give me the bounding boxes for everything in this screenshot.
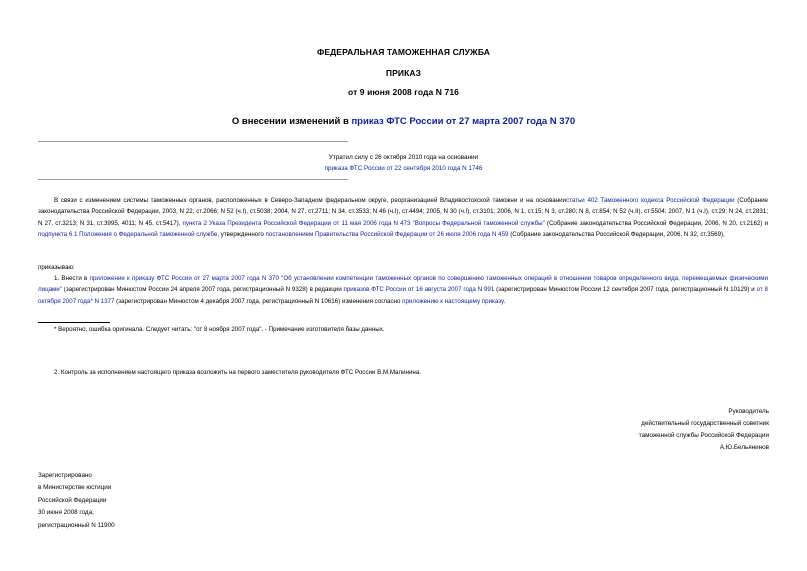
signature-line: Руководитель bbox=[728, 408, 769, 415]
item-1-paragraph bbox=[38, 273, 768, 307]
registration-line: Зарегистрировано bbox=[38, 472, 92, 479]
preamble-text-2: (Собрание законодательства Российской Федерации, 2003, N 22, ст.2066; N 52 (ч.I), ст.5038; 2004, N 27, ст.2711; N 34, ст.3533; N 46 (ч.I), ст.4494; 2005, N 30 (ч.I), ст.3101; 2006, N 1, ст.15; N 3, ст.280; N 8, ст.854; N 52 (ч.II), ст.5504; 2007, N 1 (ч.I), ст.29; N 24, ст.2831; N 27, ст.3213; N 31, ст.3995, 4011; N 45, ст.5417), bbox=[38, 197, 768, 227]
preamble-link-resolution[interactable]: постановлением Правительства Российской Федерации от 26 июля 2006 года N 459 bbox=[265, 230, 509, 238]
status-note-text: Утратил силу с 26 октября 2010 года на основании bbox=[328, 154, 479, 161]
item1-link-appendix[interactable]: приложение к приказу ФТС России от 27 марта 2007 года N 370 "Об установлении компетенции таможенных органов по совершению таможенных операций в отношении товаров определенного вида, перемещаемых физическими лицами" bbox=[38, 275, 768, 294]
signature-line: действительный государственный советник bbox=[641, 420, 769, 427]
item1-text-1: 1. Внести в bbox=[54, 275, 90, 282]
doc-type-heading: ПРИКАЗ bbox=[385, 68, 422, 78]
registration-line: 30 июня 2008 года, bbox=[38, 509, 94, 517]
item1-link-order-1377[interactable]: от 8 октября 2007 года* N 1377 bbox=[38, 286, 768, 305]
item1-text-2: (зарегистрирован Минюстом России 24 апреля 2007 года, регистрационный N 9328) в редакции bbox=[61, 286, 344, 294]
date-number-heading: от 9 июня 2008 года N 716 bbox=[348, 87, 459, 97]
agency-heading: ФЕДЕРАЛЬНАЯ ТАМОЖЕННАЯ СЛУЖБА bbox=[317, 47, 490, 57]
footnote-divider bbox=[38, 322, 110, 323]
footnote: * Вероятно, ошибка оригинала. Следует читать: "от 8 ноября 2007 года". - Примечание изготовителя базы данных. bbox=[54, 326, 385, 333]
registration-block bbox=[38, 470, 115, 532]
registration-line: регистрационный N 11900 bbox=[38, 521, 115, 529]
item-2-paragraph bbox=[38, 367, 768, 378]
signature-name: А.Ю.Бельянинов bbox=[719, 444, 769, 451]
signature-block bbox=[639, 406, 769, 454]
registration-line: Российской Федерации bbox=[38, 496, 107, 504]
status-note-link[interactable]: приказа ФТС России от 22 сентября 2010 года N 1746 bbox=[324, 165, 483, 172]
preamble-text-4: , утвержденного bbox=[217, 230, 266, 238]
item1-link-order-991[interactable]: приказов ФТС России от 16 августа 2007 года N 991 bbox=[343, 286, 495, 294]
registration-line: в Министерстве юстиции bbox=[38, 484, 112, 492]
preamble-text-1: В связи с изменением системы таможенных органов, расположенных в Северо-Западном федеральном округе, реорганизацией Владивостокской таможни и на основании bbox=[54, 197, 567, 204]
title-prefix: О внесении изменений в bbox=[231, 116, 352, 127]
item2-text: 2. Контроль за исполнением настоящего приказа возложить на первого заместителя руководителя ФТС России В.М.Малинина. bbox=[54, 369, 422, 376]
preamble-paragraph bbox=[38, 195, 768, 240]
divider-bottom bbox=[38, 179, 348, 180]
preamble-link-decree[interactable]: пункта 2 Указа Президента Российской Федерации от 11 мая 2006 года N 473 "Вопросы Федеральной таможенной службы" bbox=[182, 219, 545, 227]
status-note bbox=[0, 152, 807, 174]
preamble-link-regulation[interactable]: подпункта 6.1 Положения о Федеральной таможенной службе bbox=[38, 230, 218, 238]
item1-text-3: (зарегистрирован Минюстом России 12 сентября 2007 года, регистрационный N 10129) и bbox=[494, 286, 757, 294]
preamble-text-5: (Собрание законодательства Российской Федерации, 2006, N 32, ст.3569), bbox=[508, 230, 725, 238]
order-word: приказываю: bbox=[38, 264, 75, 271]
preamble-link-customs-code[interactable]: статьи 402 Таможенного кодекса Российской Федерации bbox=[566, 197, 735, 204]
item1-text-5: . bbox=[503, 297, 506, 305]
title-link[interactable]: приказ ФТС России от 27 марта 2007 года N 370 bbox=[351, 116, 576, 127]
signature-line: таможенной службы Российской Федерации bbox=[638, 432, 769, 439]
divider-top bbox=[38, 141, 348, 142]
page-title bbox=[0, 116, 807, 127]
preamble-text-3: (Собрание законодательства Российской Федерации, 2006, N 20, ст.2162) и bbox=[544, 219, 768, 227]
item1-text-4: (зарегистрирован Минюстом 4 декабря 2007 года, регистрационный N 10616) изменения согласно bbox=[114, 297, 403, 305]
item1-link-annex[interactable]: приложению к настоящему приказу bbox=[402, 297, 504, 305]
